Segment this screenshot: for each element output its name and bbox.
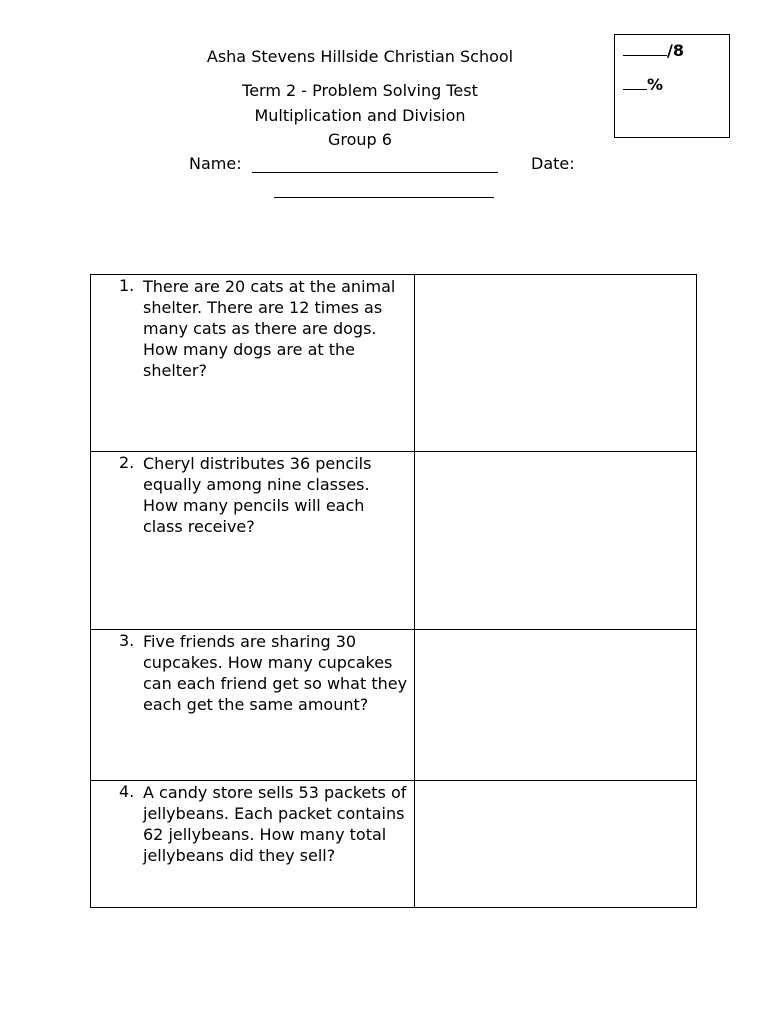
test-group: Group 6 xyxy=(328,130,392,149)
question-number: 1. xyxy=(119,276,135,295)
question-cell xyxy=(91,452,415,630)
table-row xyxy=(91,275,697,452)
percent-blank[interactable] xyxy=(623,75,647,90)
name-blank-line[interactable] xyxy=(252,172,498,173)
score-box xyxy=(614,34,730,138)
questions-table xyxy=(90,274,697,908)
test-title: Term 2 - Problem Solving Test xyxy=(242,81,478,100)
table-row xyxy=(91,452,697,630)
question-text: Cheryl distributes 36 pencils equally among nine classes. How many pencils will each class receive? xyxy=(143,454,372,536)
score-percent-row xyxy=(623,75,663,95)
score-total-row xyxy=(623,41,684,61)
answer-cell[interactable] xyxy=(415,275,697,452)
date-label: Date: xyxy=(531,154,575,173)
date-blank-line[interactable] xyxy=(274,197,494,198)
answer-cell[interactable] xyxy=(415,630,697,781)
score-blank[interactable] xyxy=(623,41,667,56)
question-number: 3. xyxy=(119,631,135,650)
question-cell xyxy=(91,781,415,908)
test-topic: Multiplication and Division xyxy=(254,106,466,125)
question-cell xyxy=(91,630,415,781)
question-text: Five friends are sharing 30 cupcakes. How many cupcakes can each friend get so what they each get the same amount? xyxy=(143,632,408,714)
question-cell xyxy=(91,275,415,452)
question-text: There are 20 cats at the animal shelter. There are 12 times as many cats as there are dogs. How many dogs are at the shelter? xyxy=(143,277,396,380)
score-total-text: /8 xyxy=(667,41,684,60)
table-row xyxy=(91,630,697,781)
score-percent-text: % xyxy=(647,75,664,94)
question-number: 2. xyxy=(119,453,135,472)
answer-cell[interactable] xyxy=(415,781,697,908)
school-name: Asha Stevens Hillside Christian School xyxy=(206,47,514,66)
name-label: Name: xyxy=(189,154,242,173)
question-number: 4. xyxy=(119,782,135,801)
answer-cell[interactable] xyxy=(415,452,697,630)
table-row xyxy=(91,781,697,908)
question-text: A candy store sells 53 packets of jellybeans. Each packet contains 62 jellybeans. How many total jellybeans did they sell? xyxy=(143,783,407,865)
